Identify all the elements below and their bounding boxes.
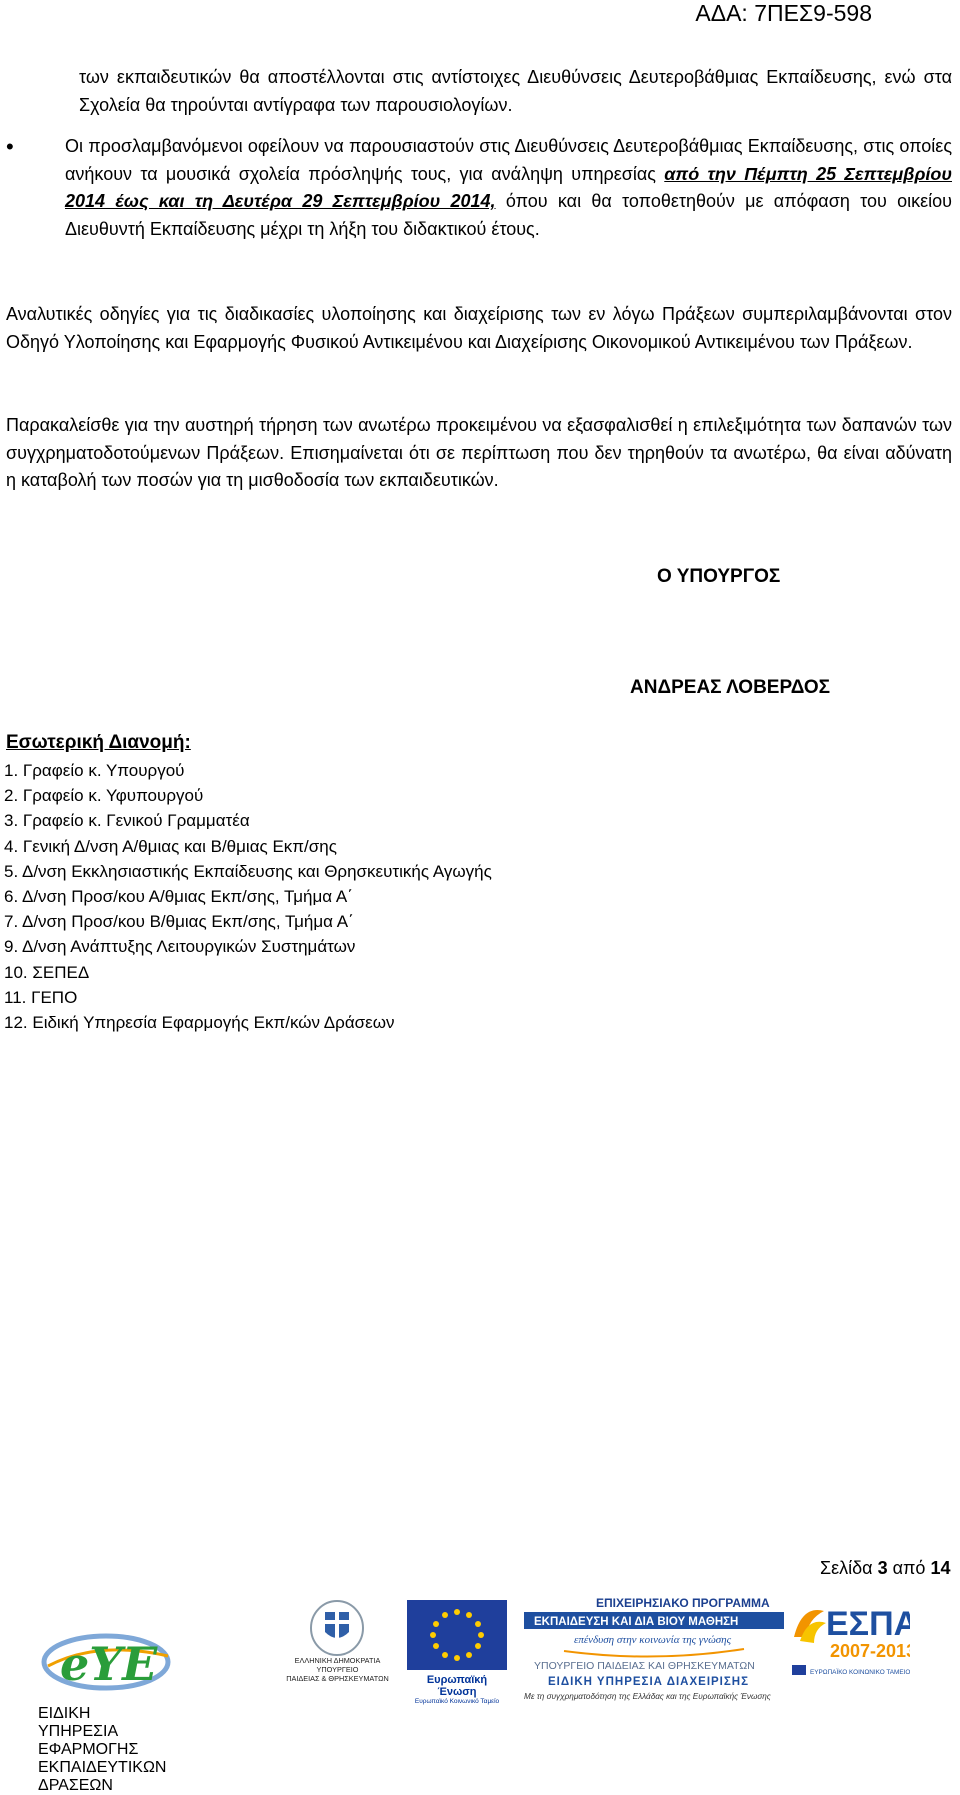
eu-name: Ευρωπαϊκή Ένωση xyxy=(426,1674,488,1698)
distribution-item: 3. Γραφείο κ. Γενικού Γραμματέα xyxy=(4,811,250,831)
page-total: 14 xyxy=(930,1558,951,1578)
bullet-text-start: Οι προσλαμβανόμενοι οφείλουν να παρουσιαστούν στις Διευθύνσεις Δευτεροβάθμιας Εκπαίδευσης, στις οποίες ανήκουν τα μουσικά σχολεία πρόσληψής τους, για ανάληψη υπηρεσίας xyxy=(65,136,952,184)
distribution-item: 10. ΣΕΠΕΔ xyxy=(4,962,90,982)
espa-graphic xyxy=(790,1597,910,1687)
signature-title: Ο ΥΠΟΥΡΓΟΣ xyxy=(657,566,781,587)
eye-logo-mark: eYE xyxy=(60,1637,158,1691)
document-ada-id: ΑΔΑ: 7ΠΕΣ9-598 xyxy=(695,0,872,26)
epeaek-cofunding: Με τη συγχρηματοδότηση της Ελλάδας και της Ευρωπαϊκής Ένωσης xyxy=(524,1692,771,1701)
bullet-icon: • xyxy=(6,134,14,159)
signature-name: ΑΝΔΡΕΑΣ ΛΟΒΕΡΔΟΣ xyxy=(630,677,831,698)
gov-text-line: ΠΑΙΔΕΙΑΣ & ΘΡΗΣΚΕΥΜΑΤΩΝ xyxy=(286,1674,389,1683)
distribution-item: 6. Δ/νση Προσ/κου Α/θμιας Εκπ/σης, Τμήμα Α΄ xyxy=(4,887,353,907)
distribution-heading: Εσωτερική Διανομή: xyxy=(6,732,191,753)
distribution-item: 1. Γραφείο κ. Υπουργού xyxy=(4,761,185,780)
distribution-item: 12. Ειδική Υπηρεσία Εφαρμογής Εκπ/κών Δράσεων xyxy=(4,1013,395,1033)
bullet-dates-emphasis: από την Πέμπτη 25 Σεπτεμβρίου 2014 έως και τη Δευτέρα 29 Σεπτεμβρίου 2014, xyxy=(65,163,952,211)
distribution-item: 2. Γραφείο κ. Υφυπουργού xyxy=(4,786,204,806)
page-number-middle: από xyxy=(887,1558,931,1578)
page-current: 3 xyxy=(877,1558,888,1578)
eu-fund: Ευρωπαϊκό Κοινωνικό Ταμείο xyxy=(414,1698,500,1705)
paragraph-instructions: Αναλυτικές οδηγίες για τις διαδικασίες υλοποίησης και διαχείρισης των εν λόγω Πράξεων συμπεριλαμβάνονται στον Οδηγό Υλοποίησης και Εφαρμογής Φυσικού Αντικειμένου και Διαχείρισης Οικονομικού Αντικειμένου των Πράξεων. xyxy=(6,304,952,352)
eye-logo-line: ΕΙΔΙΚΗ xyxy=(38,1705,91,1722)
eu-text xyxy=(407,1674,507,1705)
eye-logo-graphic xyxy=(38,1600,250,1700)
distribution-item: 11. ΓΕΠΟ xyxy=(4,987,78,1007)
greek-republic-logo xyxy=(285,1598,390,1702)
eye-logo-line: ΕΦΑΡΜΟΓΗΣ xyxy=(38,1741,139,1758)
page-number-prefix: Σελίδα xyxy=(820,1558,878,1578)
epeaek-logo xyxy=(524,1593,784,1702)
epeaek-slogan: επένδυση στην κοινωνία της γνώσης xyxy=(574,1634,732,1646)
paragraph-request: Παρακαλείσθε για την αυστηρή τήρηση των ανωτέρω προκειμένου να εξασφαλισθεί η επιλεξιμότητα των δαπανών των συγχρηματοδοτούμενων Πράξεων. Επισημαίνεται ότι σε περίπτωση που δεν τηρηθούν τα ανωτέρω, θα είναι αδύνατη η καταβολή των ποσών για τη μισθοδοσία των εκπαιδευτικών. xyxy=(6,415,952,490)
eye-logo-line: ΥΠΗΡΕΣΙΑ xyxy=(38,1723,119,1740)
eye-logo xyxy=(38,1600,250,1794)
distribution-list xyxy=(4,758,492,1035)
bullet-text-end: όπου και θα τοποθετηθούν με απόφαση του οικείου Διευθυντή Εκπαίδευσης μέχρι τη λήξη του διδακτικού έτους. xyxy=(65,191,952,239)
eye-logo-line: ΕΚΠΑΙΔΕΥΤΙΚΩΝ xyxy=(38,1759,167,1776)
gov-text-line: ΕΛΛΗΝΙΚΗ ΔΗΜΟΚΡΑΤΙΑ xyxy=(294,1656,381,1665)
distribution-item: 5. Δ/νση Εκκλησιαστικής Εκπαίδευσης και Θρησκευτικής Αγωγής xyxy=(4,861,492,881)
gov-text-line: ΥΠΟΥΡΓΕΙΟ xyxy=(316,1665,359,1674)
coat-of-arms-icon xyxy=(285,1598,390,1656)
bullet-text xyxy=(65,133,952,243)
greek-republic-text xyxy=(285,1656,390,1683)
epeaek-ministry: ΥΠΟΥΡΓΕΙΟ ΠΑΙΔΕΙΑΣ ΚΑΙ ΘΡΗΣΚΕΥΜΑΤΩΝ xyxy=(534,1660,755,1672)
epeaek-service: ΕΙΔΙΚΗ ΥΠΗΡΕΣΙΑ ΔΙΑΧΕΙΡΙΣΗΣ xyxy=(548,1676,749,1688)
espa-logo xyxy=(790,1597,910,1687)
eu-flag-icon xyxy=(407,1598,507,1672)
distribution-item: 9. Δ/νση Ανάπτυξης Λειτουργικών Συστημάτων xyxy=(4,937,356,957)
paragraph-intro: των εκπαιδευτικών θα αποστέλλονται στις αντίστοιχες Διευθύνσεις Δευτεροβάθμιας Εκπαίδευσης, ενώ στα Σχολεία θα τηρούνται αντίγραφα των παρουσιολογίων. xyxy=(79,67,952,115)
distribution-item: 4. Γενική Δ/νση Α/θμιας και Β/θμιας Εκπ/σης xyxy=(4,836,337,856)
distribution-item: 7. Δ/νση Προσ/κου Β/θμιας Εκπ/σης, Τμήμα Α΄ xyxy=(4,912,354,932)
epeaek-subtitle: ΕΚΠΑΙΔΕΥΣΗ ΚΑΙ ΔΙΑ ΒΙΟΥ ΜΑΘΗΣΗ xyxy=(534,1616,739,1628)
espa-years: 2007-2013 xyxy=(830,1641,910,1661)
eu-flag-logo xyxy=(407,1598,507,1705)
epeaek-banner xyxy=(524,1593,784,1702)
espa-title: ΕΣΠΑ xyxy=(826,1605,910,1643)
page-number xyxy=(820,1558,950,1579)
eye-logo-line: ΔΡΑΣΕΩΝ xyxy=(38,1777,113,1794)
epeaek-title: ΕΠΙΧΕΙΡΗΣΙΑΚΟ ΠΡΟΓΡΑΜΜΑ xyxy=(596,1596,770,1610)
espa-fund: ΕΥΡΩΠΑΪΚΟ ΚΟΙΝΩΝΙΚΟ ΤΑΜΕΙΟ xyxy=(810,1669,910,1676)
bullet-paragraph xyxy=(0,133,952,243)
eye-logo-text xyxy=(38,1705,250,1795)
